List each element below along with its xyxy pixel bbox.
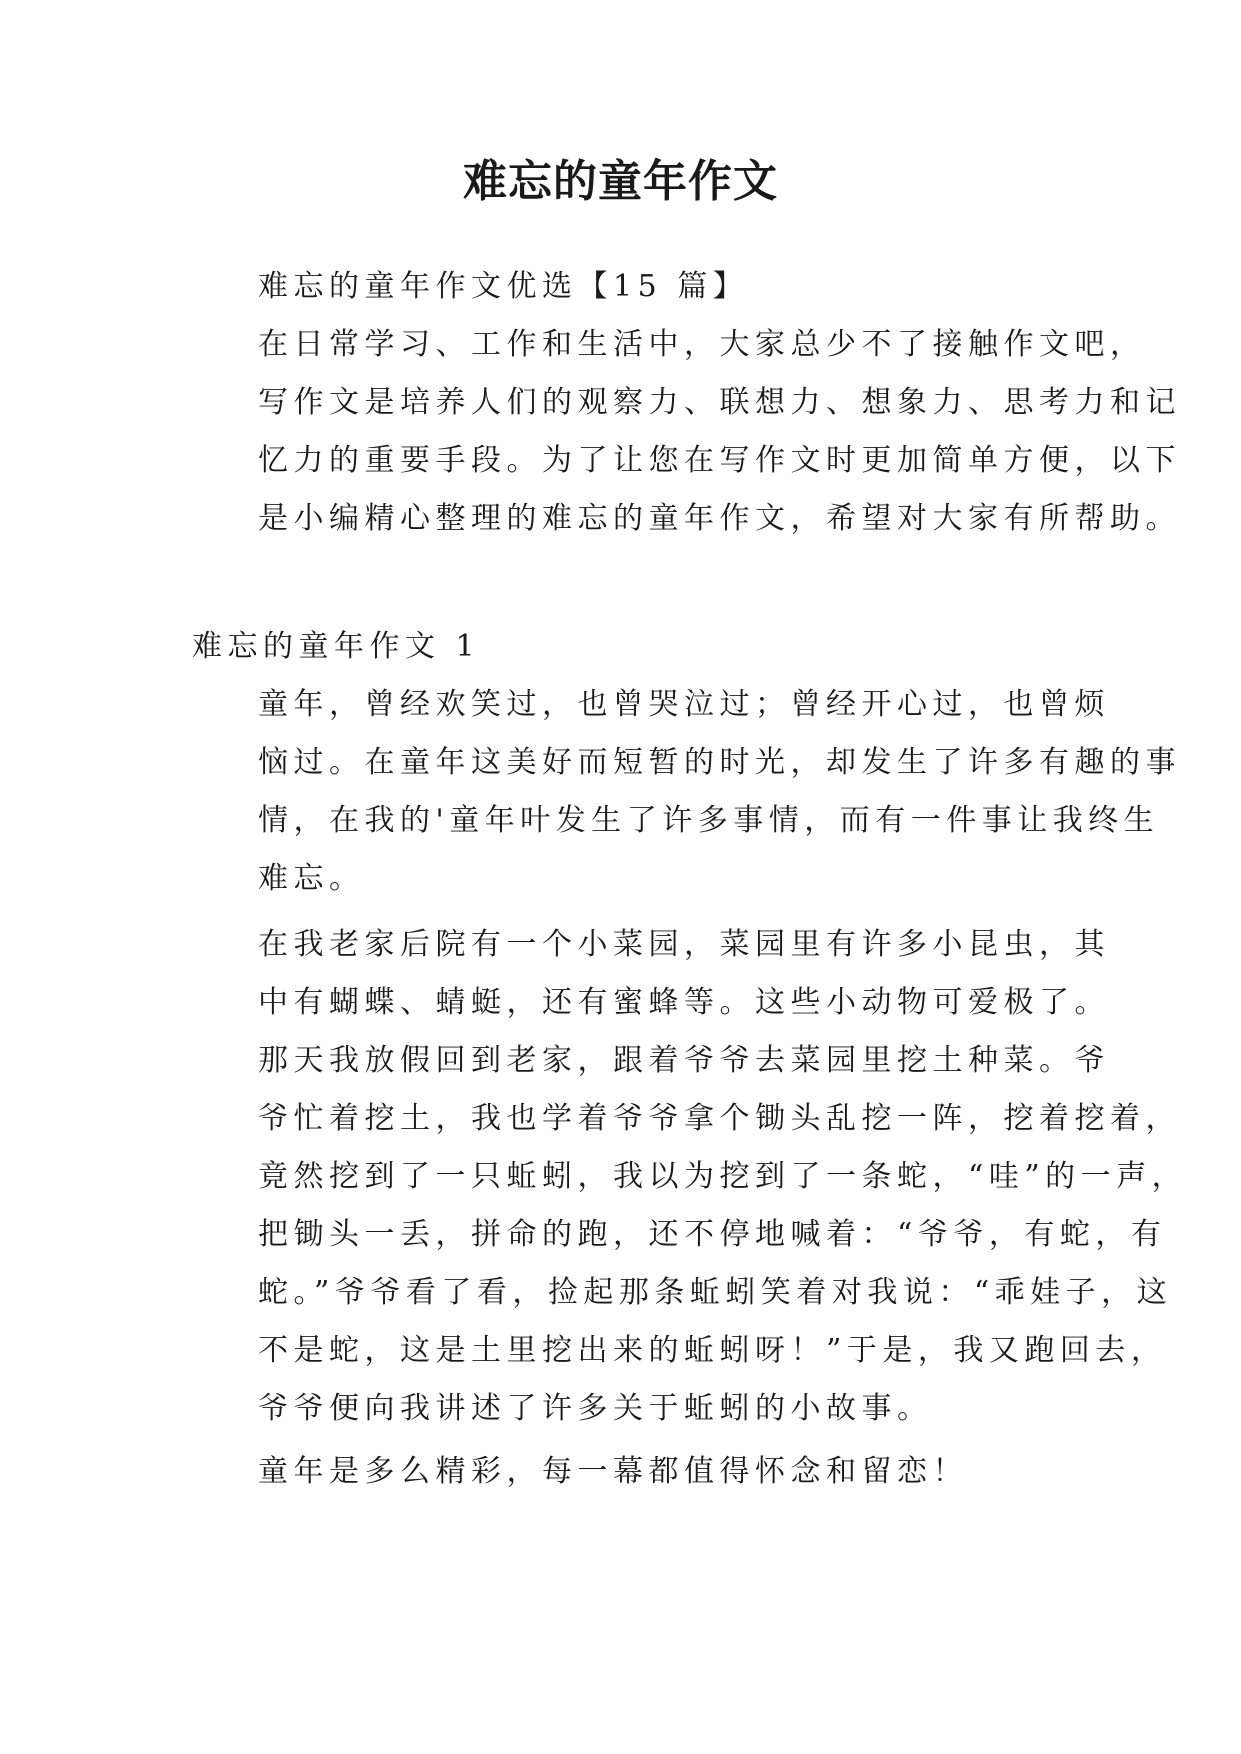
- document-subtitle: 难忘的童年作文优选【15 篇】: [258, 269, 749, 304]
- paragraph-3: [192, 1032, 1188, 1438]
- paragraph-line: 情，在我的'童年叶发生了许多事情，而有一件事让我终生: [258, 803, 1160, 838]
- paragraph-line: 蛇。”爷爷看了看，捡起那条蚯蚓笑着对我说：“乖娃子，这: [258, 1275, 1173, 1310]
- intro-line: 写作文是培养人们的观察力、联想力、想象力、思考力和记: [258, 385, 1181, 420]
- paragraph-line: 那天我放假回到老家，跟着爷爷去菜园里挖土种菜。爷: [258, 1043, 1110, 1078]
- intro-line: 在日常学习、工作和生活中，大家总少不了接触作文吧，: [258, 327, 1146, 362]
- paragraph-line: 竟然挖到了一只蚯蚓，我以为挖到了一条蛇，“哇”的一声，: [258, 1159, 1188, 1194]
- paragraph-2: [192, 916, 1110, 1032]
- intro-line: 忆力的重要手段。为了让您在写作文时更加简单方便，以下: [258, 443, 1181, 478]
- paragraph-line: 爷爷便向我讲述了许多关于蚯蚓的小故事。: [258, 1391, 933, 1426]
- section-heading: 难忘的童年作文 1: [192, 629, 481, 664]
- paragraph-line: 不是蛇，这是土里挖出来的蚯蚓呀！”于是，我又跑回去，: [258, 1333, 1167, 1368]
- paragraph-line: 难忘。: [258, 861, 365, 896]
- paragraph-line: 在我老家后院有一个小菜园，菜园里有许多小昆虫，其: [258, 927, 1110, 962]
- paragraph-line: 童年，曾经欢笑过，也曾哭泣过；曾经开心过，也曾烦: [258, 687, 1110, 722]
- paragraph-line: 中有蝴蝶、蜻蜓，还有蜜蜂等。这些小动物可爱极了。: [258, 985, 1110, 1020]
- intro-line: 是小编精心整理的难忘的童年作文，希望对大家有所帮助。: [258, 501, 1181, 536]
- paragraph-1: [192, 676, 1181, 908]
- paragraph-line: 把锄头一丢，拼命的跑，还不停地喊着：“爷爷，有蛇，有: [258, 1217, 1167, 1252]
- paragraph-line: 爷忙着挖土，我也学着爷爷拿个锄头乱挖一阵，挖着挖着，: [258, 1101, 1181, 1136]
- intro-paragraph: [192, 316, 1181, 548]
- paragraph-line: 恼过。在童年这美好而短暂的时光，却发生了许多有趣的事: [258, 745, 1181, 780]
- document-title: 难忘的童年作文: [463, 156, 778, 207]
- paragraph-4: 童年是多么精彩，每一幕都值得怀念和留恋！: [258, 1454, 968, 1489]
